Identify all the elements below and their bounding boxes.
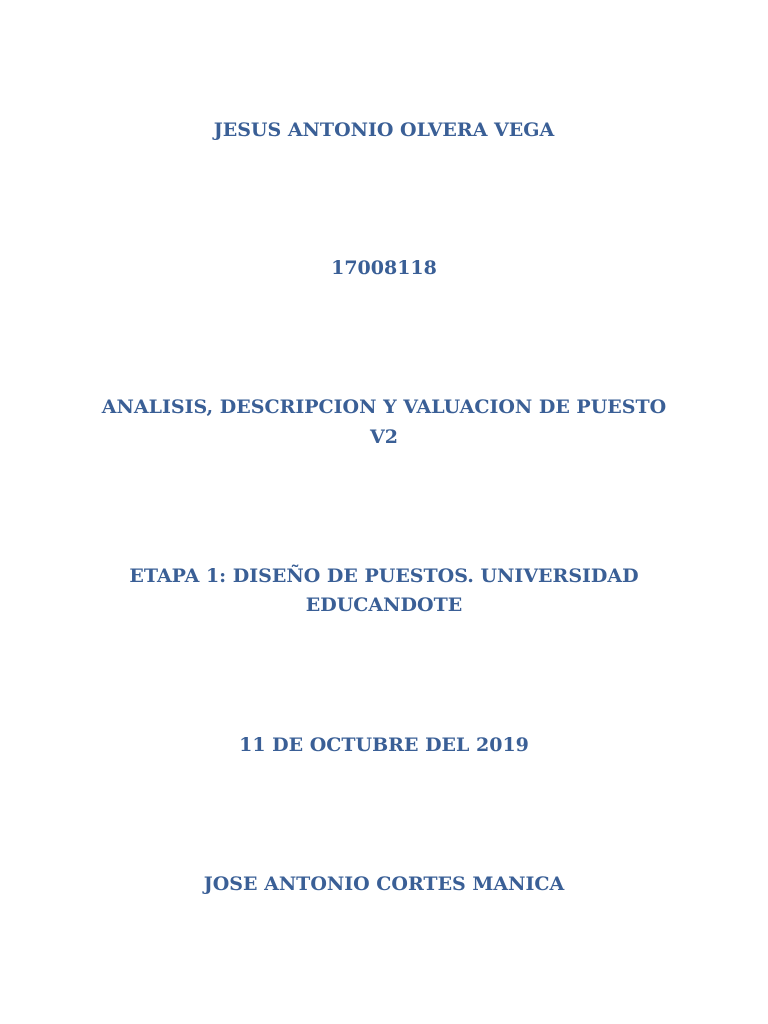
- document-date: 11 DE OCTUBRE DEL 2019: [239, 734, 529, 756]
- course-title-line-2: V2: [370, 426, 398, 448]
- student-id: 17008118: [331, 257, 437, 279]
- assignment-title-line-2: EDUCANDOTE: [305, 594, 463, 616]
- assignment-title-line-1: ETAPA 1: DISEÑO DE PUESTOS. UNIVERSIDAD: [129, 565, 639, 587]
- course-title-line-1: ANALISIS, DESCRIPCION Y VALUACION DE PUESTO: [101, 396, 667, 418]
- student-name: JESUS ANTONIO OLVERA VEGA: [213, 119, 555, 141]
- teacher-name: JOSE ANTONIO CORTES MANICA: [203, 873, 565, 895]
